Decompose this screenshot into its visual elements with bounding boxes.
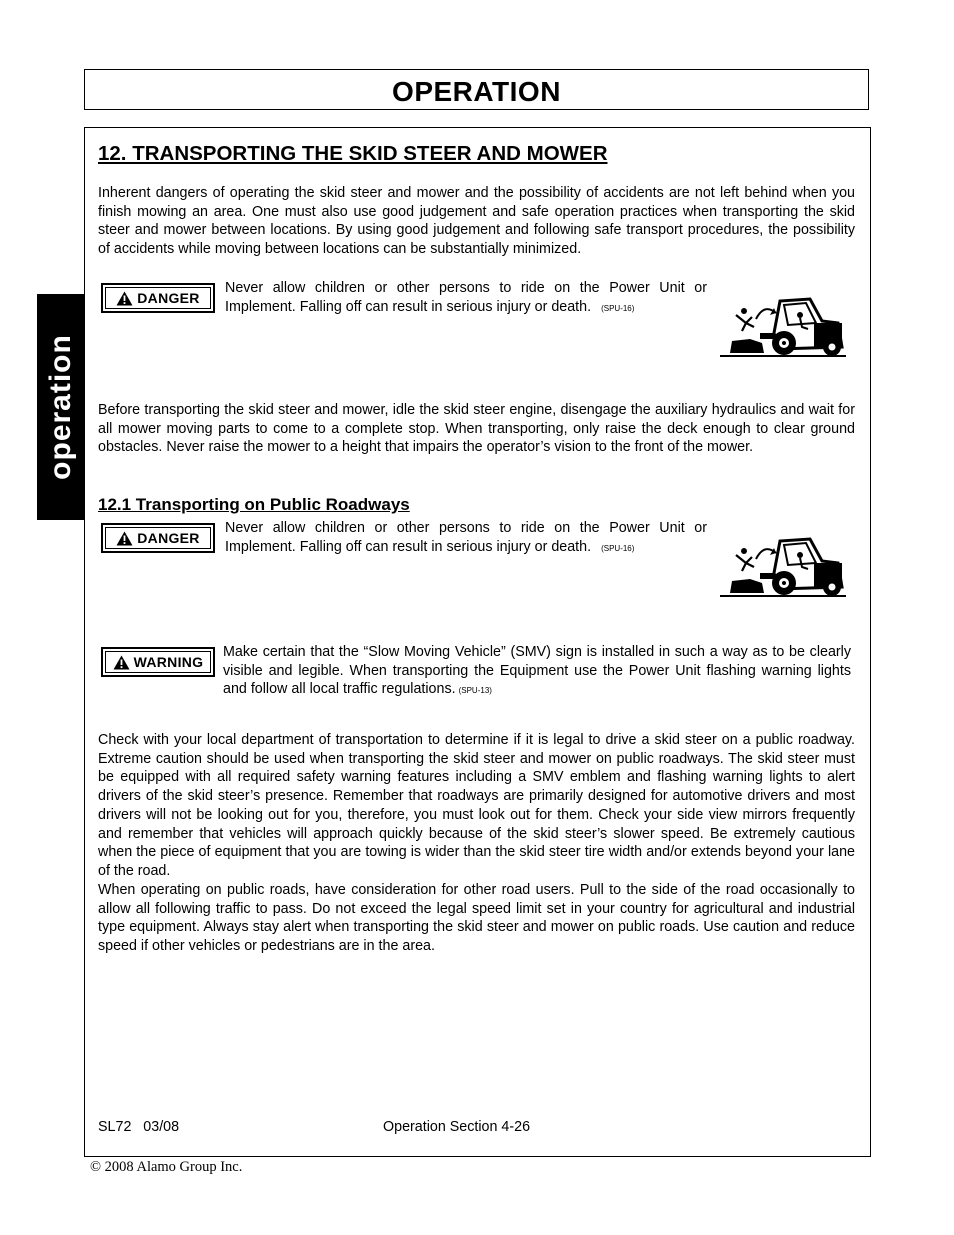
header-box (84, 69, 869, 110)
danger-code: (SPU-16) (601, 543, 635, 553)
warning-triangle-icon (116, 531, 133, 546)
falling-person-skid-steer-illustration (718, 533, 848, 601)
side-tab-label: operation (43, 334, 77, 480)
copyright: © 2008 Alamo Group Inc. (90, 1159, 243, 1175)
warning-label: WARNING (133, 654, 204, 670)
warning-triangle-icon (116, 291, 133, 306)
danger-text (225, 279, 707, 318)
intro-paragraph: Inherent dangers of operating the skid steer and mower and the possibility of accidents are not left behind when you finish mowing an area. One must also use good judgement and safe operation practices when transporting the skid steer and mower between locations. By using good judgement and following safe transport procedures, the possibility of accidents while moving between locations can be substantially minimized. (98, 185, 855, 258)
warning-sign (101, 647, 215, 677)
danger-message: Never allow children or other persons to ride on the Power Unit or Implement. Falling off can result in serious injury or death. (225, 520, 707, 555)
danger-sign (101, 523, 215, 553)
footer-model: SL72 03/08 (98, 1119, 180, 1135)
falling-person-skid-steer-illustration (718, 293, 848, 361)
danger-label: DANGER (137, 290, 200, 306)
warning-code: (SPU-13) (458, 686, 492, 696)
warning-triangle-icon (113, 655, 130, 670)
danger-message: Never allow children or other persons to ride on the Power Unit or Implement. Falling off can result in serious injury or death. (225, 280, 707, 315)
danger-code: (SPU-16) (601, 303, 635, 313)
warning-text (223, 643, 851, 701)
danger-label: DANGER (137, 530, 200, 546)
transport-paragraph: Before transporting the skid steer and mower, idle the skid steer engine, disengage the auxiliary hydraulics and wait for all mower moving parts to come to a complete stop. When transporting, only raise the deck enough to clear ground obstacles. Never raise the mower to a height that impairs the operator’s vision to the front of the mower. (98, 402, 855, 456)
subsection-title: 12.1 Transporting on Public Roadways (98, 495, 410, 514)
road-users-paragraph: When operating on public roads, have consideration for other road users. Pull to the side of the road occasionally to allow all following traffic to pass. Do not exceed the legal speed limit set in your country for agricultural and industrial type equipment. Always stay alert when transporting the skid steer and mower on public roads. Use caution and reduce speed if other vehicles or pedestrians are in the area. (98, 882, 855, 955)
section-title: 12. TRANSPORTING THE SKID STEER AND MOWER (98, 142, 608, 165)
danger-sign (101, 283, 215, 313)
danger-text (225, 519, 707, 558)
page-header-title: OPERATION (392, 75, 561, 107)
roadway-paragraph: Check with your local department of transportation to determine if it is legal to drive a skid steer on a public roadway. Extreme caution should be used when transporting the skid steer and mower on public roadways. The skid steer must be equipped with all required safety warning features including a SMV emblem and flashing warning lights to alert drivers of the skid steer’s presence. Remember that roadways are primarily designed for automotive drivers and most drivers will not be looking out for you, therefore, you must look out for them. Check your side view mirrors frequently and remember that vehicles will approach quickly because of the skid steer’s slower speed. Be extremely cautious when the piece of equipment that you are towing is wider than the skid steer tire width and/or extends beyond your lane of the road. (98, 732, 855, 879)
side-tab (37, 294, 84, 520)
warning-message: Make certain that the “Slow Moving Vehicle” (SMV) sign is installed in such a way as to be clearly visible and legible. When transporting the Equipment use the Power Unit flashing warning lights and follow all local traffic regulations. (223, 644, 851, 698)
footer-section: Operation Section 4-26 (383, 1119, 531, 1135)
